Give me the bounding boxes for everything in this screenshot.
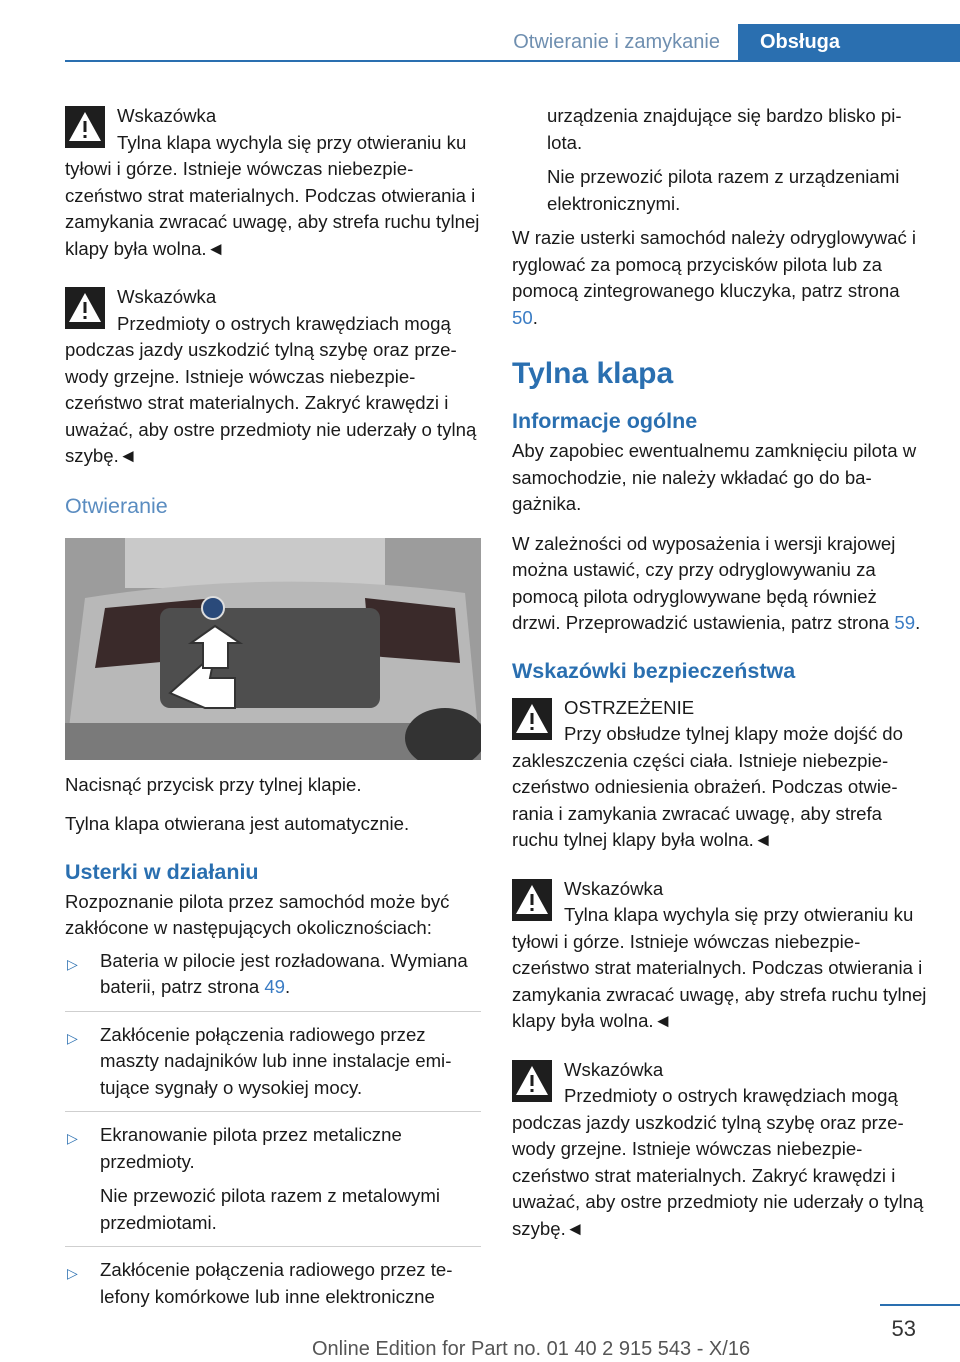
note-title: Wskazówka — [117, 105, 217, 126]
warning-text: Przy obsłudze tylnej klapy może dojść do zakleszczenia części ciała. Istnieje niebezpieczeństwo odniesienia obrażeń. Podczas otwierania i zamykania zwracać uwagę, aby strefa ruchu tylnej klapy była wolna.◄ — [512, 723, 903, 850]
list-item: ▷ Zakłócenie połączenia radiowego przez maszty nadajników lub inne instalacje emitujące sygnały o wysokiej mocy. — [65, 1022, 481, 1113]
heading-malfunctions: Usterki w działaniu — [65, 859, 259, 884]
note-tailgate-swing — [65, 103, 481, 262]
left-column — [65, 103, 481, 1330]
triangle-bullet-icon: ▷ — [67, 1029, 78, 1046]
header-rule — [65, 60, 960, 62]
triangle-bullet-icon: ▷ — [67, 955, 78, 972]
warning-pinching — [512, 695, 928, 854]
list-item: ▷ Bateria w pilocie jest rozładowana. Wymiana baterii, patrz strona 49. — [65, 948, 481, 1012]
para-general-1: Aby zapobiec ewentualnemu zamknięciu pilota w samochodzie, nie należy wkładać go do bagażnika. — [512, 440, 917, 514]
list-item: ▷ Ekranowanie pilota przez metaliczne przedmioty. Nie przewozić pilota razem z metalowymi przedmiotami. — [65, 1122, 481, 1247]
page-link-49[interactable]: 49 — [264, 976, 286, 997]
para-opens-automatically: Tylna klapa otwierana jest automatycznie. — [65, 813, 410, 834]
heading-general-info: Informacje ogólne — [512, 409, 698, 433]
note-sharp-objects — [65, 284, 481, 470]
heading-safety-notes: Wskazówki bezpieczeństwa — [512, 658, 796, 683]
tailgate-photo — [65, 538, 481, 760]
header-section-title: Otwieranie i zamykanie — [513, 31, 720, 53]
list-item: ▷ Zakłócenie połączenia radiowego przez telefony komórkowe lub inne elektroniczne — [67, 1259, 453, 1307]
note-text: Przedmioty o ostrych krawędziach mogą podczas jazdy uszkodzić tylną szybę oraz przewody grzejne. Istnieje wówczas niebezpieczeństwo strat materialnych. Zakryć krawędzi i uważać, aby ostre przedmioty nie uderzały o tylną szybę.◄ — [512, 1085, 924, 1239]
faults-list — [65, 948, 481, 1321]
footer-rule — [880, 1304, 960, 1306]
note-text: Przedmioty o ostrych krawędziach mogą podczas jazdy uszkodzić tylną szybę oraz przewody grzejne. Istnieje wówczas niebezpieczeństwo strat materialnych. Zakryć krawędzi i uważać, aby ostre przedmioty nie uderzały o tylną szybę.◄ — [65, 312, 477, 466]
para-press-button: Nacisnąć przycisk przy tylnej klapie. — [65, 773, 362, 795]
header-chapter-tab: Obsługa — [738, 24, 960, 60]
warning-triangle-icon — [65, 287, 105, 329]
note-tailgate-swing-2 — [512, 876, 928, 1035]
note-sharp-objects-2 — [512, 1057, 928, 1243]
page-link-50[interactable]: 50 — [512, 306, 533, 328]
edition-line: Online Edition for Part no. 01 40 2 915 543 - X/16 — [312, 1338, 751, 1360]
heading-tailgate: Tylna klapa — [512, 357, 674, 390]
heading-opening: Otwieranie — [65, 493, 168, 518]
warning-triangle-icon — [512, 698, 552, 740]
tailgate-illustration — [65, 538, 481, 760]
warning-triangle-icon — [65, 106, 105, 148]
page-link-59[interactable]: 59 — [894, 612, 916, 633]
para-continued-list: urządzenia znajdujące się bardzo blisko pilota. — [547, 105, 902, 153]
triangle-bullet-icon: ▷ — [67, 1265, 78, 1281]
para-general-2: W zależności od wyposażenia i wersji krajowej można ustawić, czy przy odryglowywaniu za pomocą pilota odryglowywane będą również drzwi. Przeprowadzić ustawienia, patrz strona 59. — [512, 532, 921, 633]
triangle-bullet-icon: ▷ — [67, 1130, 78, 1146]
note-text: Tylna klapa wychyla się przy otwieraniu ku tyłowi i górze. Istnieje wówczas niebezpieczeństwo strat materialnych. Podczas otwierania i zamykania zwracać uwagę, aby strefa ruchu tylnej klapy była wolna.◄ — [65, 131, 480, 259]
para-continued-list-2: Nie przewozić pilota razem z urządzeniami elektronicznymi. — [547, 166, 900, 214]
warning-triangle-icon — [512, 879, 552, 921]
note-title: Wskazówka — [117, 286, 217, 307]
para-faults-intro: Rozpoznanie pilota przez samochód może być zakłócone w następujących okolicznościach: — [65, 890, 450, 938]
right-column — [512, 103, 928, 1264]
warning-title: OSTRZEŻENIE — [564, 696, 695, 718]
note-title: Wskazówka — [564, 877, 664, 899]
warning-triangle-icon — [512, 1060, 552, 1102]
page-number: 53 — [891, 1316, 916, 1341]
note-text: Tylna klapa wychyla się przy otwieraniu ku tyłowi i górze. Istnieje wówczas niebezpieczeństwo strat materialnych. Podczas otwierania i zamykania zwracać uwagę, aby strefa ruchu tylnej klapy była wolna.◄ — [512, 904, 927, 1031]
para-lock-fault: W razie usterki samochód należy odryglowywać i ryglować za pomocą przycisków pilota lub za pomocą zintegrowanego kluczyka, patrz strona 50. — [512, 227, 917, 328]
note-title: Wskazówka — [564, 1058, 664, 1080]
